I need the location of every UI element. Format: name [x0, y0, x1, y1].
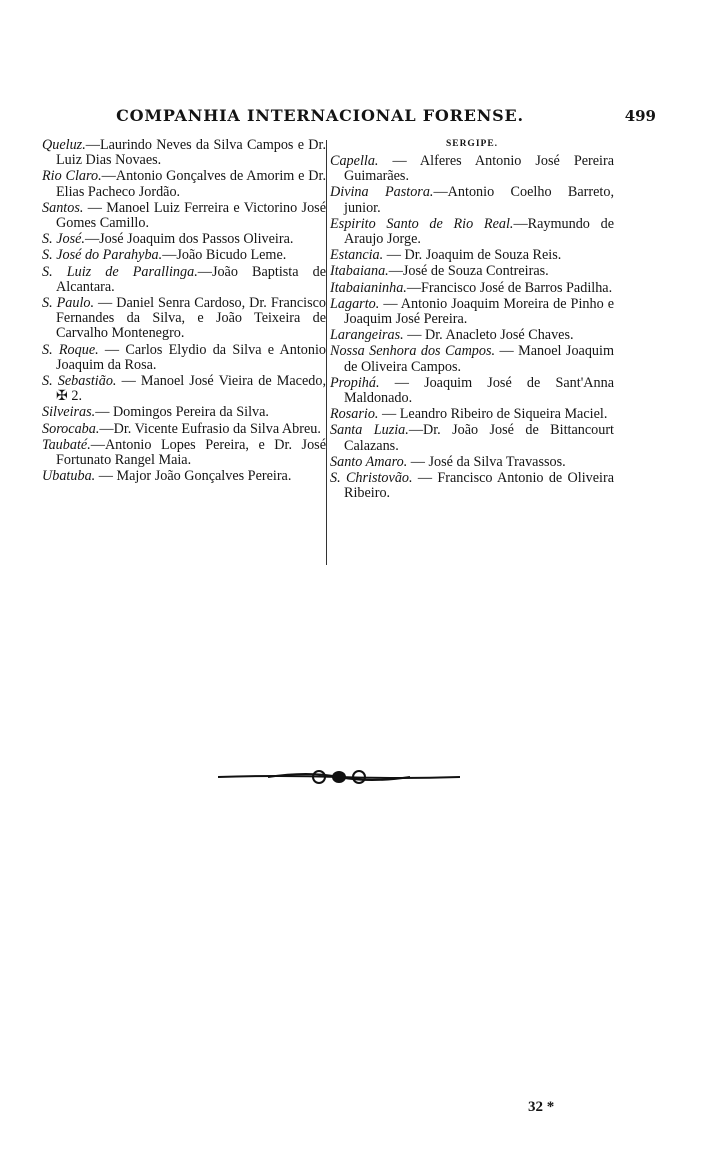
entry-names: —Dr. João José de Bittancourt Calazans. [344, 422, 614, 454]
directory-entry [42, 265, 326, 295]
entry-names: — Leandro Ribeiro de Siqueira Maciel. [378, 406, 608, 423]
decorative-rule-ornament [218, 766, 460, 788]
place-name: Nossa Senhora dos Campos. [330, 343, 496, 360]
entry-names: —João Bicudo Leme. [162, 247, 287, 264]
entry-names: — Francisco Antonio de Oliveira Ribeiro. [344, 470, 614, 502]
page-number: 499 [624, 107, 656, 125]
place-name: Estancia. [330, 247, 384, 264]
place-name: Santa Luzia. [330, 422, 409, 439]
directory-entry [330, 423, 614, 453]
directory-entry [330, 471, 614, 501]
place-name: S. Sebastião. [42, 373, 117, 390]
place-name: S. Christovão. [330, 470, 413, 487]
place-name: Itabaianinha. [330, 279, 407, 296]
entry-names: —Antonio Lopes Pereira, e Dr. José Fortunato Rangel Maia. [56, 436, 326, 469]
directory-entry [42, 169, 326, 199]
directory-entry [42, 422, 326, 437]
entry-names: — Daniel Senra Cardoso, Dr. Francisco Fernandes da Silva, e João Teixeira de Carvalho Montenegro. [56, 295, 326, 342]
entry-names: —Antonio Gonçalves de Amorim e Dr. Elias Pacheco Jordão. [56, 168, 326, 200]
directory-entry [42, 296, 326, 342]
place-name: Divina Pastora. [330, 184, 434, 201]
place-name: Queluz. [42, 137, 86, 153]
directory-entry [330, 344, 614, 374]
place-name: Itabaiana. [330, 263, 389, 280]
place-name: Ubatuba. [42, 468, 96, 485]
place-name: S. Paulo. [42, 295, 95, 312]
place-name: Larangeiras. [330, 327, 404, 344]
place-name: Lagarto. [330, 295, 380, 312]
place-name: Santos. [42, 199, 84, 216]
entry-names: — Dr. Joaquim de Souza Reis. [383, 247, 562, 264]
page-title: COMPANHIA INTERNACIONAL FORENSE. [116, 106, 524, 125]
directory-entry [330, 154, 614, 184]
entry-names: — Manoel Luiz Ferreira e Victorino José Gomes Camillo. [56, 199, 326, 232]
entry-names: — Dr. Anacleto José Chaves. [403, 327, 574, 344]
place-name: Rosario. [330, 406, 379, 423]
place-name: Silveiras. [42, 404, 96, 421]
place-name: Santo Amaro. [330, 453, 408, 470]
right-column [330, 138, 614, 502]
directory-entry [330, 328, 614, 343]
directory-entry [330, 185, 614, 215]
section-title: SERGIPE. [445, 139, 499, 149]
directory-entry [42, 405, 326, 420]
place-name: Propihá. [330, 374, 380, 391]
place-name: Sorocaba. [42, 420, 100, 437]
directory-entry [42, 138, 326, 168]
entry-names: —José Joaquim dos Passos Oliveira. [84, 231, 294, 248]
entry-names: —José de Souza Contreiras. [388, 263, 549, 280]
place-name: Capella. [330, 153, 379, 169]
entry-names: — Manoel Joaquim de Oliveira Campos. [344, 343, 615, 375]
place-name: Taubaté. [42, 436, 91, 453]
directory-entry [42, 438, 326, 468]
running-header [44, 106, 656, 136]
directory-entry [330, 297, 614, 327]
entry-names: —Francisco José de Barros Padilha. [406, 279, 613, 296]
directory-entry [42, 248, 326, 263]
entry-names: — Major João Gonçalves Pereira. [95, 468, 292, 485]
left-column [42, 138, 326, 485]
entry-names: —Dr. Vicente Eufrasio da Silva Abreu. [99, 420, 321, 437]
place-name: S. José. [42, 231, 85, 248]
directory-entry [330, 407, 614, 422]
entry-names: — José da Silva Travassos. [407, 453, 566, 470]
directory-entry [330, 281, 614, 296]
place-name: S. Luiz de Parallinga. [42, 263, 198, 280]
directory-entry [42, 232, 326, 247]
entry-names: —Antonio Coelho Barreto, junior. [344, 184, 615, 216]
directory-entry [330, 376, 614, 406]
place-name: Espirito Santo de Rio Real. [330, 215, 514, 232]
directory-entry [330, 455, 614, 470]
directory-entry [42, 201, 326, 231]
directory-entry [330, 264, 614, 279]
place-name: S. Roque. [42, 341, 99, 358]
entry-names: — Joaquim José de Sant'Anna Maldonado. [344, 374, 614, 407]
entry-names: — Antonio Joaquim Moreira de Pinho e Joaquim José Pereira. [344, 295, 614, 328]
column-divider [326, 140, 327, 565]
signature-mark: 32 * [528, 1099, 555, 1115]
directory-entry [330, 248, 614, 263]
entry-names: — Alferes Antonio José Pereira Guimarães. [344, 153, 614, 185]
entry-names: — Carlos Elydio da Silva e Antonio Joaquim da Rosa. [56, 341, 327, 373]
entry-names: —Raymundo de Araujo Jorge. [344, 215, 614, 248]
directory-entry [42, 374, 326, 404]
right-entries [330, 154, 614, 501]
entry-names: — Manoel José Vieira de Macedo, ✠ 2. [56, 373, 327, 405]
entry-names: —Laurindo Neves da Silva Campos e Dr. Luiz Dias Novaes. [56, 137, 326, 169]
entry-names: — Domingos Pereira da Silva. [95, 404, 269, 421]
directory-entry [330, 217, 614, 247]
entry-names: —João Baptista de Alcantara. [56, 263, 326, 295]
directory-entry [42, 469, 326, 484]
place-name: S. José do Parahyba. [42, 247, 163, 264]
directory-entry [42, 343, 326, 373]
place-name: Rio Claro. [42, 168, 102, 185]
